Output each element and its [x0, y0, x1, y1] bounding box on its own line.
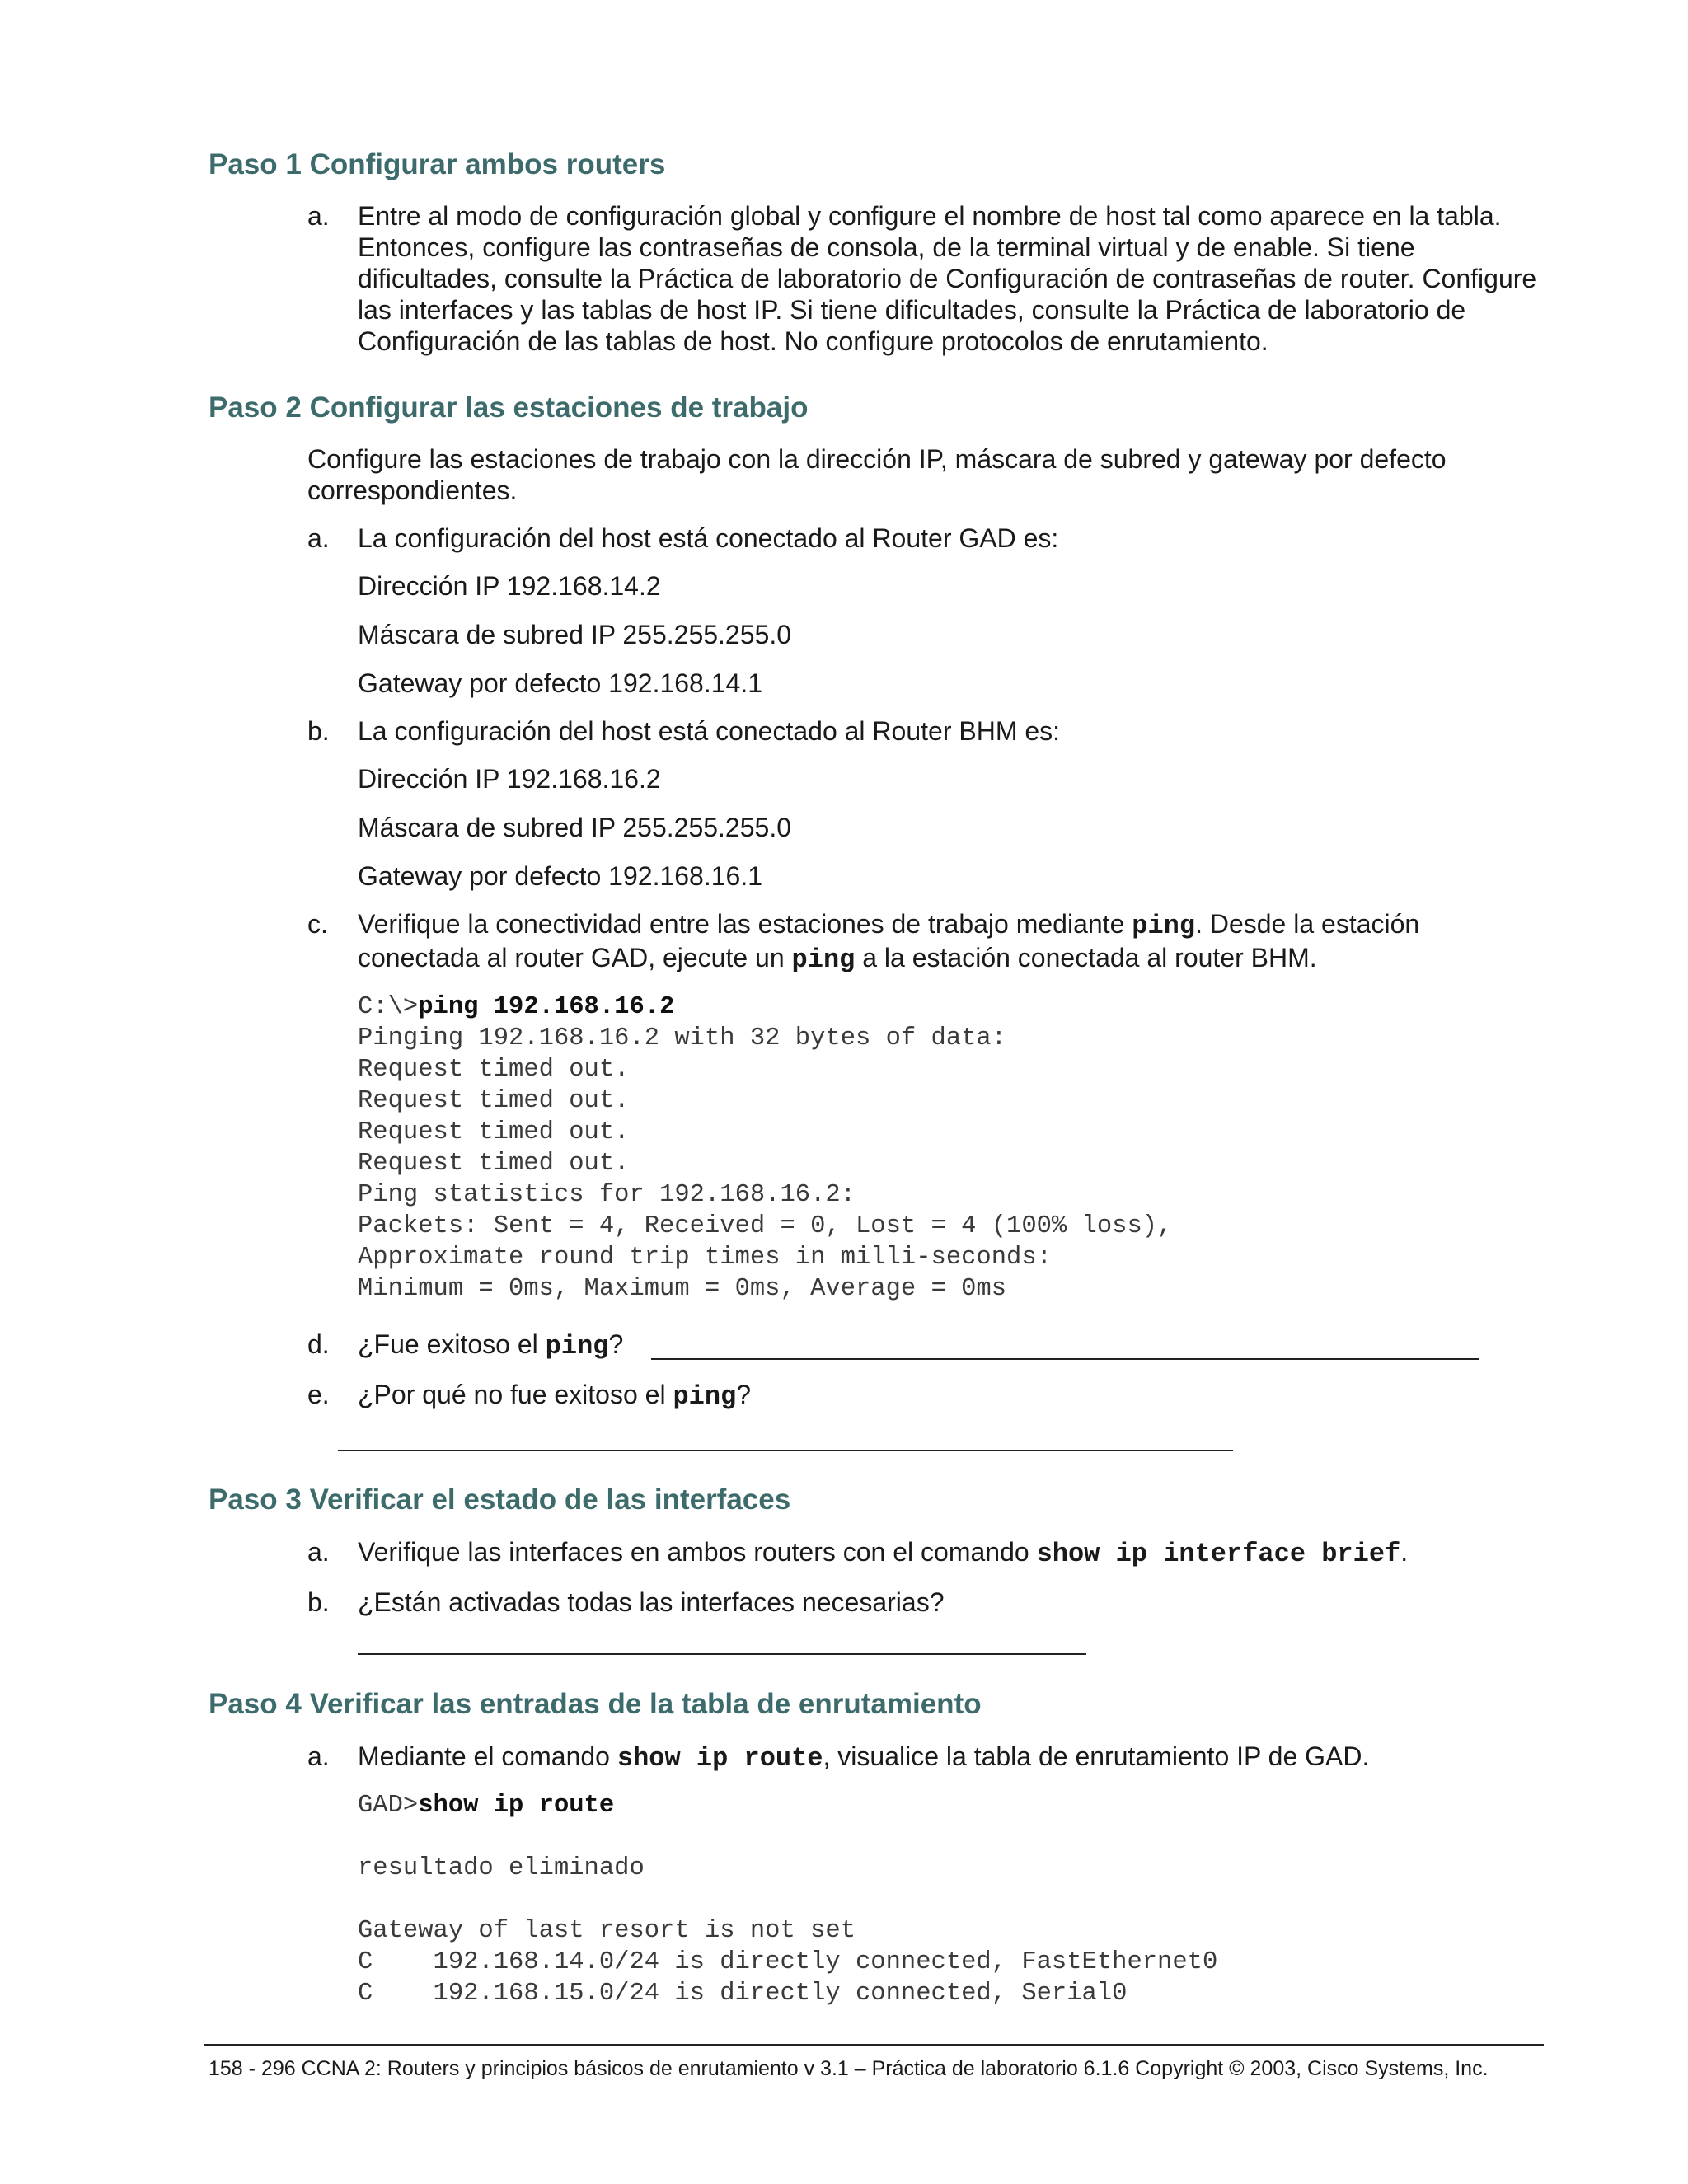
step3-a-text — [358, 1536, 1553, 1570]
console-line: Gateway of last resort is not set — [358, 1917, 856, 1945]
step3-heading: Paso 3 Verificar el estado de las interfaces — [209, 1483, 791, 1516]
step3-b-text: ¿Están activadas todas las interfaces necesarias? — [358, 1587, 945, 1617]
step2-heading: Paso 2 Configurar las estaciones de trabajo — [209, 391, 809, 424]
console-line: Packets: Sent = 4, Received = 0, Lost = 4 (100% loss), — [358, 1212, 1173, 1240]
step3-a-marker: a. — [307, 1537, 330, 1567]
step4-a-text-1: Mediante el comando — [358, 1741, 617, 1771]
step2-e-answer-line[interactable] — [338, 1450, 1233, 1451]
step2-c-cmd-2: ping — [791, 944, 856, 975]
step2-intro: Configure las estaciones de trabajo con la dirección IP, máscara de subred y gateway por defecto correspondientes. — [307, 444, 1447, 505]
step1-a-text: Entre al modo de configuración global y configure el nombre de host tal como aparece en la tabla. Entonces, configure las contraseñas de consola, de la terminal virtual y de enable. Si tiene dificultades, consulte la Práctica de laboratorio de Configuración de contraseñas de router. Configure las interfaces y las tablas de host IP. Si tiene dificultades, consulte la Práctica de laboratorio de Configuración de las tablas de host. No configure protocolos de enrutamiento. — [358, 201, 1537, 356]
console-line: Pinging 192.168.16.2 with 32 bytes of data: — [358, 1024, 1007, 1052]
step3-b-marker: b. — [307, 1587, 330, 1617]
step2-d-answer-line[interactable] — [651, 1358, 1479, 1360]
page-footer: 158 - 296 CCNA 2: Routers y principios básicos de enrutamiento v 3.1 – Práctica de laboratorio 6.1.6 Copyright © 2003, Cisco Systems, Inc. — [209, 2057, 1489, 2080]
footer-divider — [204, 2044, 1544, 2046]
console-line: C 192.168.14.0/24 is directly connected, FastEthernet0 — [358, 1948, 1218, 1976]
step2-c-text-2: . Desde la estación conectada al router GAD, ejecute un — [358, 909, 1420, 972]
console-line: Request timed out. — [358, 1150, 630, 1178]
step2-console-command: ping 192.168.16.2 — [418, 993, 675, 1021]
step4-a-marker: a. — [307, 1741, 330, 1771]
step2-b-mask: Máscara de subred IP 255.255.255.0 — [358, 813, 791, 842]
step2-e-text-1: ¿Por qué no fue exitoso el — [358, 1380, 673, 1409]
step2-a-mask: Máscara de subred IP 255.255.255.0 — [358, 620, 791, 649]
step3-a-text-1: Verifique las interfaces en ambos routers con el comando — [358, 1537, 1037, 1567]
step3-a-text-2: . — [1400, 1537, 1409, 1567]
step3-a-cmd: show ip interface brief — [1036, 1539, 1401, 1569]
step2-e-cmd: ping — [673, 1381, 737, 1412]
step2-e-marker: e. — [307, 1380, 330, 1409]
console-line: Approximate round trip times in milli-seconds: — [358, 1244, 1052, 1272]
step2-b-marker: b. — [307, 716, 330, 746]
step4-heading: Paso 4 Verificar las entradas de la tabla de enrutamiento — [209, 1688, 982, 1720]
step4-console-output — [358, 1790, 1217, 2009]
step2-c-text — [358, 908, 1528, 976]
console-line: Request timed out. — [358, 1118, 630, 1146]
step1-heading: Paso 1 Configurar ambos routers — [209, 148, 666, 180]
step2-console-prompt: C:\> — [358, 993, 419, 1021]
step2-e-text — [358, 1379, 1553, 1413]
step2-b-text: La configuración del host está conectado al Router BHM es: — [358, 716, 1061, 746]
step4-console-prompt: GAD> — [358, 1792, 419, 1820]
step4-a-cmd: show ip route — [617, 1743, 823, 1774]
step2-d-text-2: ? — [608, 1329, 624, 1359]
step2-a-marker: a. — [307, 523, 330, 553]
step2-e-text-2: ? — [736, 1380, 752, 1409]
console-line: Minimum = 0ms, Maximum = 0ms, Average = 0ms — [358, 1275, 1007, 1303]
console-line: resultado eliminado — [358, 1854, 645, 1882]
step2-b-ip: Dirección IP 192.168.16.2 — [358, 764, 661, 794]
step4-a-text-2: , visualice la tabla de enrutamiento IP de GAD. — [823, 1741, 1370, 1771]
step1-a-marker: a. — [307, 201, 330, 231]
step2-a-gateway: Gateway por defecto 192.168.14.1 — [358, 668, 763, 698]
step2-d-text — [358, 1329, 1553, 1362]
step2-c-marker: c. — [307, 909, 328, 939]
step2-a-text: La configuración del host está conectado al Router GAD es: — [358, 523, 1059, 553]
step2-c-text-3: a la estación conectada al router BHM. — [855, 943, 1317, 972]
step2-a-ip: Dirección IP 192.168.14.2 — [358, 571, 661, 601]
step2-b-gateway: Gateway por defecto 192.168.16.1 — [358, 861, 763, 891]
step4-a-text — [358, 1741, 1553, 1774]
console-line: Request timed out. — [358, 1056, 630, 1084]
console-line: Request timed out. — [358, 1087, 630, 1115]
console-line: Ping statistics for 192.168.16.2: — [358, 1181, 856, 1209]
step2-console-output — [358, 991, 1172, 1305]
console-line: C 192.168.15.0/24 is directly connected, Serial0 — [358, 1980, 1128, 2008]
step4-console-command: show ip route — [418, 1792, 615, 1820]
step2-c-cmd-1: ping — [1132, 911, 1196, 941]
step2-d-text-1: ¿Fue exitoso el — [358, 1329, 546, 1359]
step2-d-marker: d. — [307, 1329, 330, 1359]
step3-b-answer-line[interactable] — [358, 1653, 1086, 1655]
step2-c-text-1: Verifique la conectividad entre las estaciones de trabajo mediante — [358, 909, 1132, 939]
step2-d-cmd: ping — [545, 1331, 609, 1361]
